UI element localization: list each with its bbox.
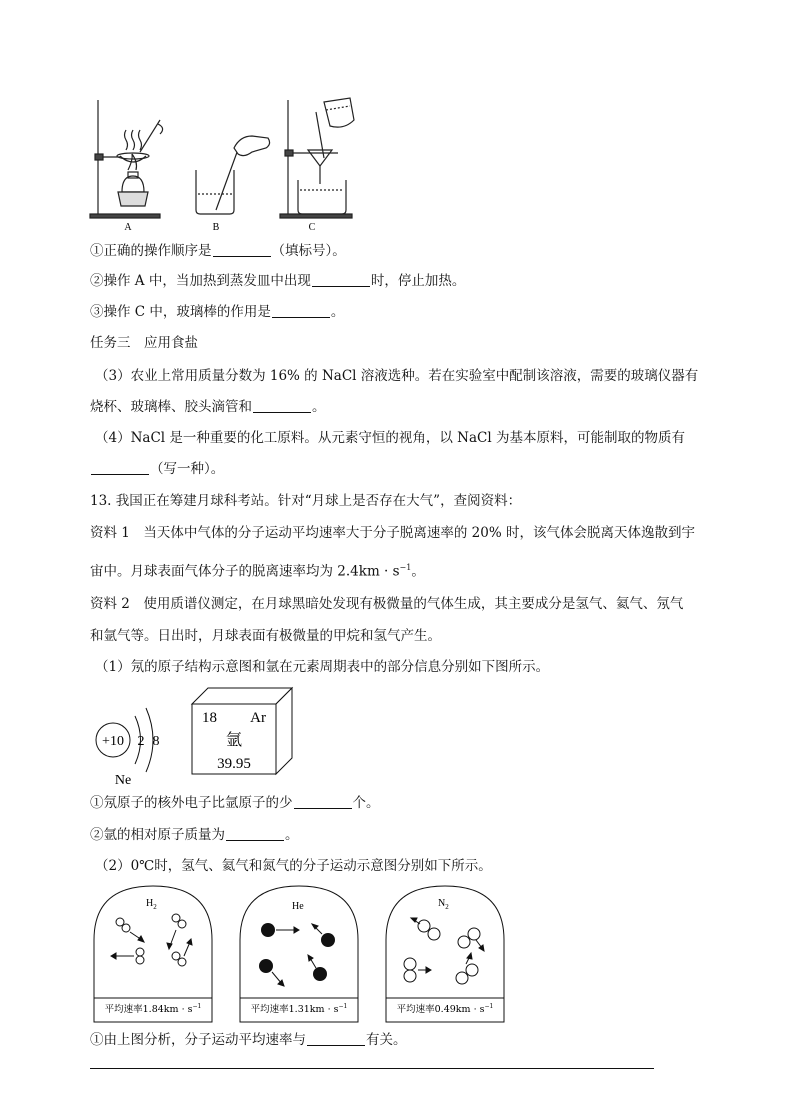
svg-text:N2: $N_2$	[438, 898, 449, 911]
he-motion-panel	[238, 884, 360, 1024]
q4-line2: （写一种）。	[90, 459, 224, 479]
n2-motion-panel	[384, 884, 506, 1024]
ref2-line1: 资料 2 使用质谱仪测定，在月球黑暗处发现有极微量的气体生成，其主要成分是氢气、氦气、氖气	[90, 596, 684, 612]
task3-heading: 任务三 应用食盐	[90, 335, 198, 351]
q3-line1: （3）农业上常用质量分数为 16% 的 NaCl 溶液选种。若在实验室中配制该溶液，需要的玻璃仪器有	[95, 368, 699, 384]
q-heat: ②操作 A 中，当加热到蒸发皿中出现 时，停止加热。	[90, 273, 466, 289]
label-b: B	[212, 222, 220, 233]
label-c: C	[308, 222, 316, 233]
q4-line1: （4）NaCl 是一种重要的化工原料。从元素守恒的视角，以 NaCl 为基本原料，可能制取的物质有	[95, 430, 685, 446]
argon-number: 18	[202, 710, 217, 726]
gas-formula: N	[438, 898, 446, 909]
argon-element-cell	[188, 684, 300, 780]
ref1-line2: 宙中。月球表面气体分子的脱离速率均为 $2.4km \cdot s^{-1}$。	[90, 563, 425, 580]
neon-atom-diagram	[86, 698, 176, 790]
ref2-line2: 和氩气等。日出时，月球表面有极微量的甲烷和氢气产生。	[90, 628, 441, 644]
svg-text:平均速率1.31km · s−1: 平均速率$1.31km \cdot s^{-1}$	[250, 1003, 348, 1015]
svg-text:He	[292, 901, 304, 912]
gas-speed: 平均速率1.84km · s	[104, 1004, 193, 1015]
q3-line2: 烧杯、玻璃棒、胶头滴管和 。	[90, 399, 326, 415]
svg-text:H2: $H_2$	[146, 898, 157, 911]
answer-blank[interactable]	[307, 1031, 365, 1046]
gas-formula: He	[292, 901, 304, 912]
page-bottom-rule	[90, 1068, 654, 1069]
q-order: ①正确的操作顺序是 （填标号）。	[90, 243, 346, 259]
answer-blank[interactable]	[312, 272, 370, 287]
svg-text:平均速率1.84km · s−1: 平均速率$1.84km \cdot s^{-1}$	[104, 1003, 202, 1015]
gas-speed: 平均速率1.31km · s	[250, 1004, 339, 1015]
q2-line: （2）0℃时，氢气、氦气和氮气的分子运动示意图分别如下所示。	[95, 858, 492, 874]
neon-shell-2: 8	[152, 734, 160, 749]
q1-ii: ②氩的相对原子质量为 。	[90, 827, 299, 843]
q2-i: ①由上图分析，分子运动平均速率与 有关。	[90, 1032, 407, 1048]
answer-blank[interactable]	[91, 460, 149, 475]
label-a: A	[124, 222, 132, 233]
answer-blank[interactable]	[253, 398, 311, 413]
q13-heading: 13. 我国正在筹建月球科考站。针对“月球上是否存在大气”，查阅资料：	[90, 493, 522, 509]
neon-shell-1: 2	[137, 734, 145, 749]
argon-symbol: Ar	[250, 710, 266, 726]
neon-symbol: Ne	[114, 773, 132, 788]
answer-blank[interactable]	[226, 826, 284, 841]
ref1-line1: 资料 1 当天体中气体的分子运动平均速率大于分子脱离速率的 20% 时，该气体会脱离天体逸散到宇	[90, 525, 695, 541]
gas-formula: H	[146, 898, 154, 909]
svg-text:平均速率0.49km · s−1: 平均速率$0.49km \cdot s^{-1}$	[396, 1003, 494, 1015]
apparatus-figure	[88, 92, 368, 234]
answer-blank[interactable]	[294, 794, 352, 809]
argon-mass: 39.95	[217, 756, 251, 772]
answer-blank[interactable]	[272, 303, 330, 318]
q1-line: （1）氖的原子结构示意图和氩在元素周期表中的部分信息分别如下图所示。	[95, 659, 550, 675]
answer-blank[interactable]	[213, 242, 271, 257]
h2-motion-panel	[92, 884, 214, 1024]
q-rod: ③操作 C 中，玻璃棒的作用是 。	[90, 304, 345, 320]
q1-i: ①氖原子的核外电子比氩原子的少 个。	[90, 795, 380, 811]
neon-nucleus: +10	[102, 734, 124, 749]
gas-speed: 平均速率0.49km · s	[396, 1004, 485, 1015]
argon-name: 氩	[225, 730, 243, 749]
